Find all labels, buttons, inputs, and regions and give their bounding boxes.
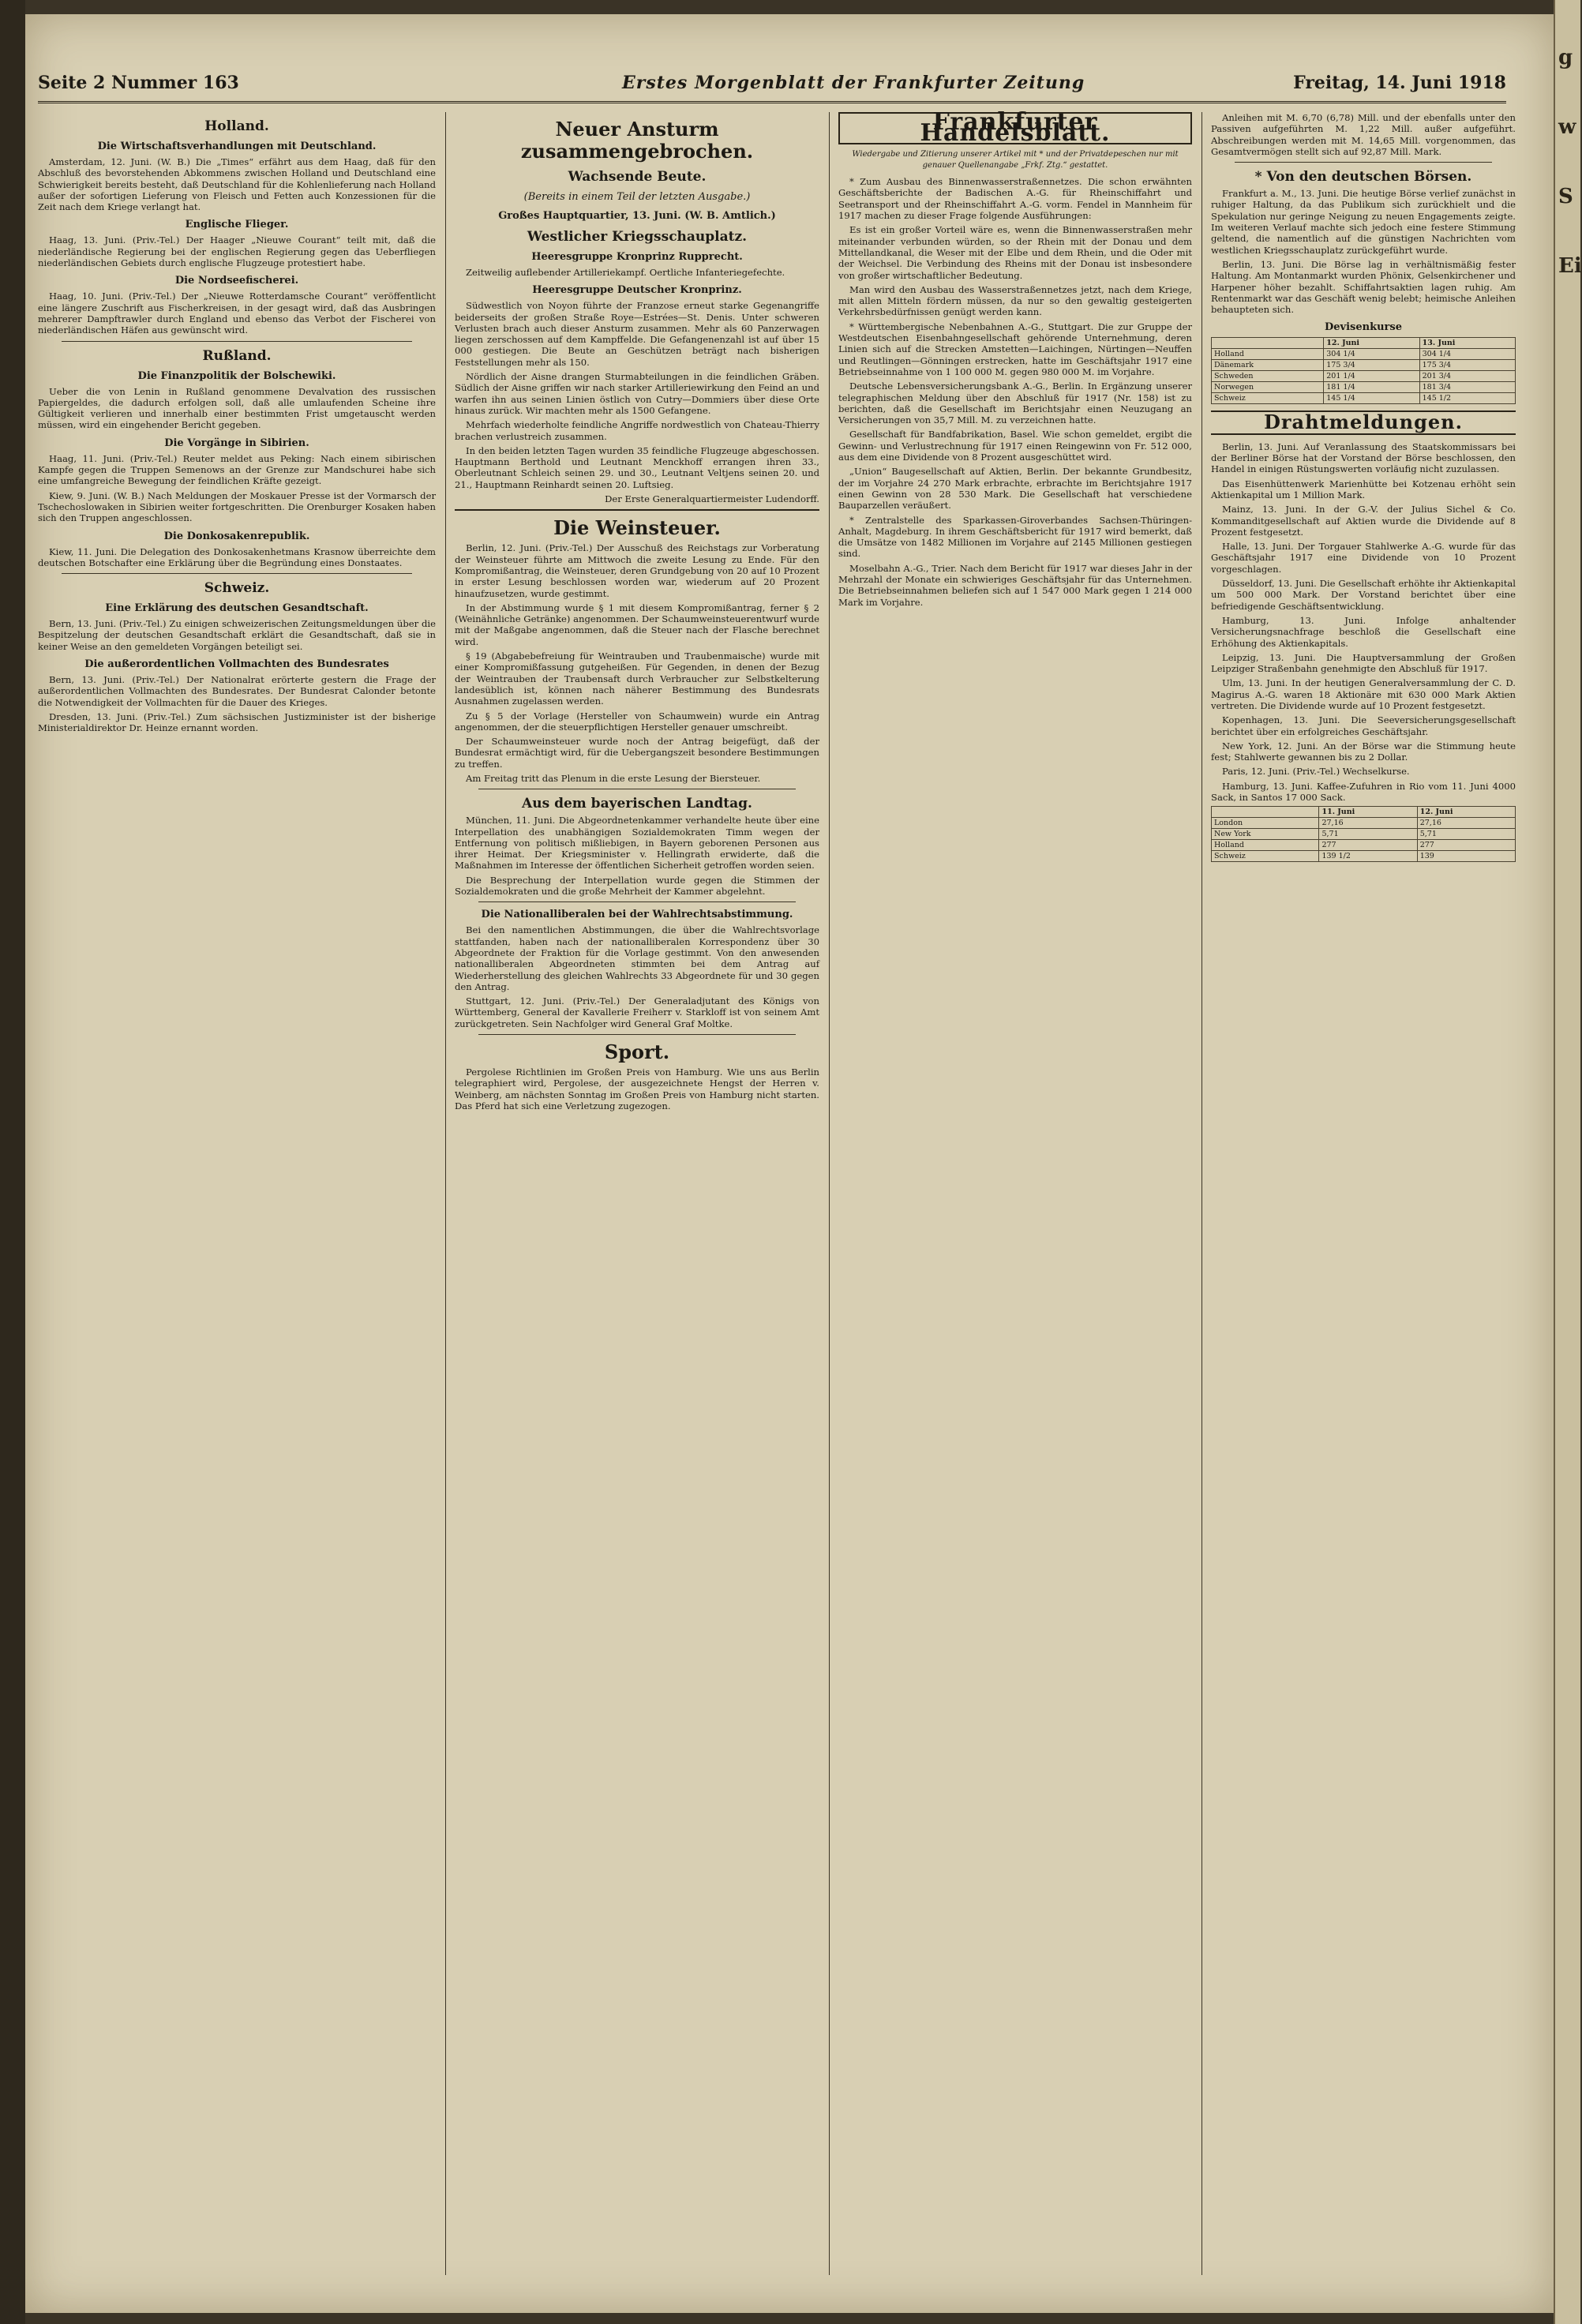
table-row (1212, 818, 1516, 829)
table-header-row (1212, 338, 1516, 349)
table-cell: 181 3/4 (1419, 382, 1515, 393)
article-paragraph: Kiew, 9. Juni. (W. B.) Nach Meldungen der Moskauer Presse ist der Vormarsch der Tschechoslowaken in Sibirien weiter fortgeschritten. Die Orenburger Kosaken haben sich den Truppen angeschlossen. (38, 489, 436, 524)
wire-report-paragraph: Hamburg, 13. Juni. Infolge anhaltender Versicherungsnachfrage beschloß die Gesellschaft eine Erhöhung des Aktienkapitals. (1211, 614, 1516, 649)
market-paragraph: Berlin, 13. Juni. Die Börse lag in verhältnismäßig fester Haltung. Am Montanmarkt wurden Phönix, Gelsenkirchener und Harpener höher bezahlt. Schiffahrtsaktien lagen ruhig. Am Rentenmarkt war das Geschäft wenig belebt; heimische Anleihen behaupteten sich. (1211, 258, 1516, 316)
article-title: Die Wirtschaftsverhandlungen mit Deutschland. (97, 141, 377, 152)
table-cell: 5,71 (1417, 829, 1515, 840)
exchange-rates-table (1211, 337, 1516, 404)
table-cell: 27,16 (1417, 818, 1515, 829)
market-paragraph: Frankfurt a. M., 13. Juni. Die heutige Börse verlief zunächst in ruhiger Haltung, da das Publikum sich zurückhielt und die Spekulation nur geringe Neigung zu neuen Engagements zeigte. Im weiteren Verlauf machte sich jedoch eine festere Stimmung geltend, die namentlich auf die günstigen Nachrichten vom westlichen Kriegsschauplatz zurückgeführt wurde. (1211, 188, 1516, 256)
page-number: Seite 2 Nummer 163 (38, 73, 239, 93)
table-cell: Holland (1212, 840, 1319, 851)
page-header (38, 73, 1506, 103)
business-paragraph: Moselbahn A.-G., Trier. Nach dem Bericht für 1917 war dieses Jahr in der Mehrzahl der Monate ein schwieriges Geschäftsjahr für das Unternehmen. Die Betriebseinnahmen beliefen sich auf 1 547 000 Mark gegen 1 214 000 Mark im Vorjahre. (838, 562, 1192, 608)
table-cell: 139 (1417, 851, 1515, 862)
section-title: Holland. (204, 118, 269, 134)
wire-report-paragraph: Halle, 13. Juni. Der Torgauer Stahlwerke A.-G. wurde für das Geschäftsjahr 1917 eine Dividende von 10 Prozent vorgeschlagen. (1211, 541, 1516, 575)
table-header-row (1212, 807, 1516, 818)
edition-note: (Bereits in einem Teil der letzten Ausgabe.) (523, 191, 751, 203)
adjacent-page-letter: Ei (1558, 254, 1582, 278)
article-title: Englische Flieger. (185, 219, 289, 231)
dateline: Großes Hauptquartier, 13. Juni. (W. B. Amtlich.) (498, 210, 776, 222)
table-header-cell: 12. Juni (1417, 807, 1515, 818)
article-title: Die Nordseefischerei. (174, 275, 299, 287)
article-paragraph: Dresden, 13. Juni. (Priv.-Tel.) Zum sächsischen Justizminister ist der bisherige Ministerialdirektor Dr. Heinze ernannt worden. (38, 710, 436, 734)
adjacent-page-letter: w (1558, 115, 1576, 139)
business-paragraph: * Zum Ausbau des Binnenwasserstraßennetzes. Die schon erwähnten Geschäftsberichte der Badischen A.-G. für Rheinschiffahrt und Seetransport und der Rheinschiffahrt A.-G. vorm. Fendel in Mannheim für 1917 machen zu dieser Frage folgende Ausführungen: (838, 176, 1192, 222)
table-row (1212, 840, 1516, 851)
article-paragraph: In der Abstimmung wurde § 1 mit diesem Kompromißantrag, ferner § 2 (Weinähnliche Getränke) angenommen. Der Schaumweinsteuerentwurf wurde mit der Maßgabe angenommen, daß die Steuer nach der Flasche berechnet wird. (455, 602, 819, 647)
business-paragraph: „Union“ Baugesellschaft auf Aktien, Berlin. Der bekannte Grundbesitz, der im Vorjahre 24 270 Mark erbrachte, erbrachte im Berichtsjahre 1917 einen Gewinn von 28 530 Mark. Die Gesellschaft hat verschiedene Bauparzellen veräußert. (838, 466, 1192, 512)
article-paragraph: Bern, 13. Juni. (Priv.-Tel.) Der Nationalrat erörterte gestern die Frage der außerordentlichen Vollmachten des Bundesrates. Der Bundesrat Calonder betonte die Notwendigkeit der Vollmachten für die Dauer des Krieges. (38, 674, 436, 708)
paper-title: Erstes Morgenblatt der Frankfurter Zeitung (622, 73, 1085, 93)
wire-report-paragraph: Berlin, 13. Juni. Auf Veranlassung des Staatskommissars bei der Berliner Börse hat der Vorstand der Börse beschlossen, den Handel in einigen Rüstungswerten vorläufig nicht zuzulassen. (1211, 440, 1516, 475)
table-cell: 175 3/4 (1324, 360, 1419, 371)
table-cell: 304 1/4 (1419, 349, 1515, 360)
army-group-title: Heeresgruppe Deutscher Kronprinz. (532, 284, 742, 297)
divider (62, 341, 412, 342)
table-cell: Schweiz (1212, 393, 1324, 404)
report-paragraph: Mehrfach wiederholte feindliche Angriffe nordwestlich von Chateau-Thierry brachen verlustreich zusammen. (455, 419, 819, 442)
table-cell: 277 (1417, 840, 1515, 851)
article-paragraph: München, 11. Juni. Die Abgeordnetenkammer verhandelte heute über eine Interpellation des unabhängigen Sozialdemokraten Timm wegen der Entfernung von politisch mißliebigen, in Bayern geborenen Personen aus ihrer Heimat. Der Kriegsminister v. Hellingrath erwiderte, daß die Maßnahmen im Interesse der öffentlichen Sicherheit getroffen worden seien. (455, 815, 819, 872)
masthead-note: Wiedergabe und Zitierung unserer Artikel mit * und der Privatdepeschen nur mit genauer Quellenangabe „Frkf. Ztg.“ gestattet. (852, 149, 1179, 170)
table-cell: 304 1/4 (1324, 349, 1419, 360)
column-war-report (455, 112, 819, 2275)
table-cell: 145 1/4 (1324, 393, 1419, 404)
table-cell: New York (1212, 829, 1319, 840)
report-paragraph: Nördlich der Aisne drangen Sturmabteilungen in die feindlichen Gräben. Südlich der Aisne griffen wir nach starker Artilleriewirkung den Feind an und warfen ihn aus seinen Linien östlich von Cutry—Dommiers über diese Orte hinaus zurück. Wir machten mehr als 1500 Gefangene. (455, 371, 819, 416)
table-cell: Norwegen (1212, 382, 1324, 393)
article-headline: Sport. (604, 1040, 670, 1064)
table-header-cell: 12. Juni (1324, 338, 1419, 349)
business-paragraph: * Zentralstelle des Sparkassen-Giroverbandes Sachsen-Thüringen-Anhalt, Magdeburg. In ihrem Geschäftsbericht für 1917 wird bemerkt, daß die Umsätze von 1482 Millionen im Vorjahre auf 2145 Millionen gestiegen sind. (838, 514, 1192, 560)
report-paragraph: In den beiden letzten Tagen wurden 35 feindliche Flugzeuge abgeschossen. Hauptmann Berthold und Leutnant Menckhoff errangen ihren 33., Oberleutnant Schleich seinen 29. und 30., Leutnant Veltjens seinen 20. und 21., Hauptmann Reinhardt seinen 20. Luftsieg. (455, 444, 819, 490)
table-cell: 201 1/4 (1324, 371, 1419, 382)
army-group-title: Heeresgruppe Kronprinz Rupprecht. (531, 251, 743, 263)
table-row (1212, 851, 1516, 862)
table-cell: 175 3/4 (1419, 360, 1515, 371)
article-title: Eine Erklärung des deutschen Gesandtschaft. (105, 602, 369, 615)
table-cell: 201 3/4 (1419, 371, 1515, 382)
page-binding-edge (0, 0, 25, 2324)
article-paragraph: Am Freitag tritt das Plenum in die erste Lesung der Biersteuer. (466, 772, 761, 784)
table-row (1212, 349, 1516, 360)
article-paragraph: § 19 (Abgabebefreiung für Weintrauben und Traubenmaische) wurde mit einer Kompromißfassung gutgeheißen. Für Gegenden, in denen der Bezug der Weintrauben der Traubensaft durch Verbraucher zur Selbstkelterung landesüblich ist, können nach näherer Bestimmung des Bundesrats Ausnahmen zugelassen werden. (455, 650, 819, 707)
table-header-cell (1212, 807, 1319, 818)
business-paragraph: Man wird den Ausbau des Wasserstraßennetzes jetzt, nach dem Kriege, mit allen Mitteln fördern müssen, da nur so den gewaltig gesteigerten Verkehrsbedürfnissen genügt werden kann. (838, 283, 1192, 318)
table-row (1212, 382, 1516, 393)
report-paragraph: Südwestlich von Noyon führte der Franzose erneut starke Gegenangriffe beiderseits der großen Straße Roye—Estrées—St. Denis. Unter schweren Verlusten brach auch dieser Ansturm zusammen. Mehr als 60 Panzerwagen liegen zerschossen auf dem Kampffelde. Die Gefangenenzahl ist auf über 15 000 gestiegen. Die Beute an Geschützen beträgt nach bisherigen Feststellungen mehr als 150. (455, 300, 819, 368)
divider (478, 1034, 796, 1035)
table-cell: 145 1/2 (1419, 393, 1515, 404)
table-row (1212, 371, 1516, 382)
article-paragraph: Bern, 13. Juni. (Priv.-Tel.) Zu einigen schweizerischen Zeitungsmeldungen über die Bespitzelung der deutschen Gesandtschaft erklärt die Gesandtschaft, daß sie in keiner Weise an den gemeldeten Vorgängen beteiligt sei. (38, 618, 436, 652)
adjacent-page-letter: S (1558, 185, 1573, 208)
section-title: Schweiz. (204, 580, 270, 597)
article-paragraph: Haag, 13. Juni. (Priv.-Tel.) Der Haager „Nieuwe Courant“ teilt mit, daß die niederländische Regierung bei der englischen Regierung gegen das Ueberfliegen niederländischen Gebiets durch englische Flugzeuge protestiert habe. (38, 234, 436, 269)
article-headline: Die Weinsteuer. (553, 516, 721, 540)
article-paragraph: Stuttgart, 12. Juni. (Priv.-Tel.) Der Generaladjutant des Königs von Württemberg, General der Kavallerie Freiherr v. Starkloff ist von seinem Amt zurückgetreten. Sein Nachfolger wird General Graf Moltke. (455, 995, 819, 1029)
wire-report-paragraph: Düsseldorf, 13. Juni. Die Gesellschaft erhöhte ihr Aktienkapital um 500 000 Mark. Der Vorstand berichtet über eine befriedigende Geschäftsentwicklung. (1211, 578, 1516, 612)
article-paragraph: Amsterdam, 12. Juni. (W. B.) Die „Times“ erfährt aus dem Haag, daß für den Abschluß des bevorstehenden Abkommens zwischen Holland und Deutschland eine Schwierigkeit bereits besteht, daß Deutschland für die Kohlenlieferung nach Holland außer der sofortigen Lieferung von Fleisch und Fetten auch Konzessionen für die Zeit nach dem Kriege verlangt hat. (38, 156, 436, 213)
table-cell: Dänemark (1212, 360, 1324, 371)
table-row (1212, 393, 1516, 404)
column-rule (829, 112, 830, 2275)
article-title: Die Finanzpolitik der Bolschewiki. (137, 369, 336, 382)
divider (455, 509, 819, 511)
wire-report-paragraph: Hamburg, 13. Juni. Kaffee-Zufuhren in Rio vom 11. Juni 4000 Sack, in Santos 17 000 Sack. (1211, 780, 1516, 804)
business-masthead: Frankfurter Handelsblatt. (838, 112, 1192, 144)
table-cell: 139 1/2 (1319, 851, 1417, 862)
report-paragraph: Zeitweilig auflebender Artilleriekampf. Oertliche Infanteriegefechte. (466, 267, 785, 278)
table-row (1212, 360, 1516, 371)
divider (62, 573, 412, 574)
article-paragraph: Berlin, 12. Juni. (Priv.-Tel.) Der Ausschuß des Reichstags zur Vorberatung der Weinsteuer führte am Mittwoch die zweite Lesung zu Ende. Für den Kompromißantrag, die Weinsteuer, deren Grundgebung von 20 auf 10 Prozent in erster Lesung beschlossen worden war, wiederum auf 20 Prozent hinaufzusetzen, wurde gestimmt. (455, 542, 819, 599)
table-header-cell: 11. Juni (1319, 807, 1417, 818)
article-paragraph: Kiew, 11. Juni. Die Delegation des Donkosakenhetmans Krasnow überreichte dem deutschen Botschafter eine Erklärung über die Begründung eines Donstaates. (38, 545, 436, 568)
table-cell: 27,16 (1319, 818, 1417, 829)
article-title: Die Donkosakenrepublik. (163, 530, 310, 542)
column-rule (1201, 112, 1202, 2275)
wire-report-paragraph: New York, 12. Juni. An der Börse war die Stimmung heute fest; Stahlwerte gewannen bis zu 2 Dollar. (1211, 740, 1516, 763)
article-paragraph: Ueber die von Lenin in Rußland genommene Devalvation des russischen Papiergeldes, die dadurch erfolgen soll, daß alle umlaufenden Scheine ihre Gültigkeit verlieren und innerhalb einer bestimmten Frist umgetauscht werden müssen, wird ein eingehender Bericht gegeben. (38, 385, 436, 431)
wire-report-paragraph: Kopenhagen, 13. Juni. Die Seeversicherungsgesellschaft berichtet über ein erfolgreiches Geschäftsjahr. (1211, 714, 1516, 737)
theater-title: Westlicher Kriegsschauplatz. (527, 229, 748, 245)
wire-report-paragraph: Paris, 12. Juni. (Priv.-Tel.) Wechselkurse. (1222, 766, 1410, 778)
wire-report-paragraph: Mainz, 13. Juni. In der G.-V. der Julius Sichel & Co. Kommanditgesellschaft auf Aktien wurde die Dividende auf 8 Prozent festgesetzt. (1211, 504, 1516, 538)
headline: Neuer Ansturm zusammengebrochen. (520, 118, 754, 163)
divider (1235, 162, 1492, 163)
subheadline: Wachsende Beute. (568, 169, 707, 185)
column-rule (445, 112, 446, 2275)
column-markets (1211, 112, 1516, 2275)
section-title: Rußland. (202, 347, 272, 364)
boerse-title: * Von den deutschen Börsen. (1254, 169, 1472, 186)
adjacent-page-strip (1554, 0, 1580, 2324)
wire-report-paragraph: Leipzig, 13. Juni. Die Hauptversammlung der Großen Leipziger Straßenbahn genehmigte den Abschluß für 1917. (1211, 651, 1516, 675)
business-paragraph: Gesellschaft für Bandfabrikation, Basel. Wie schon gemeldet, ergibt die Gewinn- und Verlustrechnung für 1917 einen Reingewinn von Fr. 512 000, aus dem eine Dividende von 8 Prozent ausgeschüttet wird. (838, 429, 1192, 463)
wire-report-paragraph: Ulm, 13. Juni. In der heutigen Generalversammlung der C. D. Magirus A.-G. waren 18 Aktionäre mit 630 000 Mark Aktien vertreten. Die Dividende wurde auf 10 Prozent festgesetzt. (1211, 677, 1516, 711)
article-paragraph: Zu § 5 der Vorlage (Hersteller von Schaumwein) wurde ein Antrag angenommen, der die steuerpflichtigen Hersteller genauer umschreibt. (455, 710, 819, 733)
article-paragraph: Pergolese Richtlinien im Großen Preis von Hamburg. Wie uns aus Berlin telegraphiert wird, Pergolese, der ausgezeichnete Hengst der Herren v. Weinberg, am nächsten Sonntag im Großen Preis von Hamburg nicht starten. Das Pferd hat sich eine Verletzung zugezogen. (455, 1066, 819, 1111)
article-paragraph: Der Schaumweinsteuer wurde noch der Antrag beigefügt, daß der Bundesrat ermächtigt wird, für die Uebergangszeit besondere Bestimmungen zu treffen. (455, 736, 819, 770)
table-cell: Holland (1212, 349, 1324, 360)
article-paragraph: Haag, 11. Juni. (Priv.-Tel.) Reuter meldet aus Peking: Nach einem sibirischen Kampfe gegen die Truppen Semenows an der Grenze zur Mandschurei habe sich eine umfangreiche Bewegung der feindlichen Kräfte gezeigt. (38, 452, 436, 487)
wire-report-paragraph: Das Eisenhüttenwerk Marienhütte bei Kotzenau erhöht sein Aktienkapital um 1 Million Mark. (1211, 478, 1516, 500)
adjacent-page-letter: g (1558, 46, 1573, 69)
business-paragraph: Es ist ein großer Vorteil wäre es, wenn die Binnenwasserstraßen mehr miteinander verbunden würden, so der Rhein mit der Donau und dem Mittellandkanal, die Weser mit der Elbe und dem Rhein, und die Oder mit der Weichsel. Die Verbindung des Rheins mit der Donau ist insbesondere von großer wirtschaftlicher Bedeutung. (838, 224, 1192, 281)
rates-title: Devisenkurse (1325, 321, 1402, 334)
column-politics (38, 112, 436, 2275)
table-cell: Schweiz (1212, 851, 1319, 862)
report-signature: Der Erste Generalquartiermeister Ludendorff. (605, 493, 819, 505)
divider (478, 901, 796, 902)
column-business (838, 108, 1192, 2275)
table-header-cell (1212, 338, 1324, 349)
article-headline: Aus dem bayerischen Landtag. (522, 796, 752, 812)
article-paragraph: Bei den namentlichen Abstimmungen, die über die Wahlrechtsvorlage stattfanden, haben nach der nationalliberalen Korrespondenz über 30 Abgeordnete der Fraktion für die Vorlage gestimmt. Von den anwesenden nationalliberalen Abgeordneten stimmten bei dem Antrag auf Wiederherstellung des gleichen Wahlrechts 33 Abgeordnete für und 30 gegen den Antrag. (455, 924, 819, 992)
article-paragraph: Haag, 10. Juni. (Priv.-Tel.) Der „Nieuwe Rotterdamsche Courant“ veröffentlicht eine längere Zuschrift aus Fischerkreisen, in der gesagt wird, daß das Ausbringen mehrerer Dampftrawler durch England und ebenso das Verbot der Fischerei von niederländischen Häfen aus gewünscht wird. (38, 290, 436, 336)
business-paragraph: Deutsche Lebensversicherungsbank A.-G., Berlin. In Ergänzung unserer telegraphischen Meldung über den Abschluß für 1917 (Nr. 158) ist zu berichten, daß die Gesellschaft im Berichtsjahr einen Neuzugang an Versicherungen von 35,7 Mill. M. zu verzeichnen hatte. (838, 380, 1192, 426)
issue-date: Freitag, 14. Juni 1918 (1293, 73, 1506, 93)
article-headline: Die Nationalliberalen bei der Wahlrechtsabstimmung. (481, 909, 793, 921)
article-paragraph: Die Besprechung der Interpellation wurde gegen die Stimmen der Sozialdemokraten und die große Mehrheit der Kammer abgelehnt. (455, 874, 819, 898)
table-cell: 5,71 (1319, 829, 1417, 840)
business-paragraph: * Württembergische Nebenbahnen A.-G., Stuttgart. Die zur Gruppe der Westdeutschen Eisenbahngesellschaft gehörende Unternehmung, deren Linien sich auf die Strecken Amstetten—Laichingen, Nürtingen—Neuffen und Reutlingen—Gönningen erstrecken, hatte im Geschäftsjahr 1917 eine Betriebseinnahme von 1 100 000 M. gegen 980 000 M. im Vorjahre. (838, 320, 1192, 377)
table-cell: 181 1/4 (1324, 382, 1419, 393)
drahtmeldungen-banner: Drahtmeldungen. (1211, 410, 1516, 434)
paris-rates-table (1211, 806, 1516, 862)
table-row (1212, 829, 1516, 840)
table-cell: Schweden (1212, 371, 1324, 382)
table-cell: London (1212, 818, 1319, 829)
article-title: Die außerordentlichen Vollmachten des Bundesrates (84, 658, 389, 671)
article-title: Die Vorgänge in Sibirien. (164, 437, 309, 449)
market-paragraph: Anleihen mit M. 6,70 (6,78) Mill. und der ebenfalls unter den Passiven aufgeführten M. 1,22 Mill. außer aufgeführt. Abschreibungen werden mit M. 14,65 Mill. vorgenommen, das Gesamtvermögen stellt sich auf 92,87 Mill. Mark. (1211, 112, 1516, 157)
table-header-cell: 13. Juni (1419, 338, 1515, 349)
table-cell: 277 (1319, 840, 1417, 851)
